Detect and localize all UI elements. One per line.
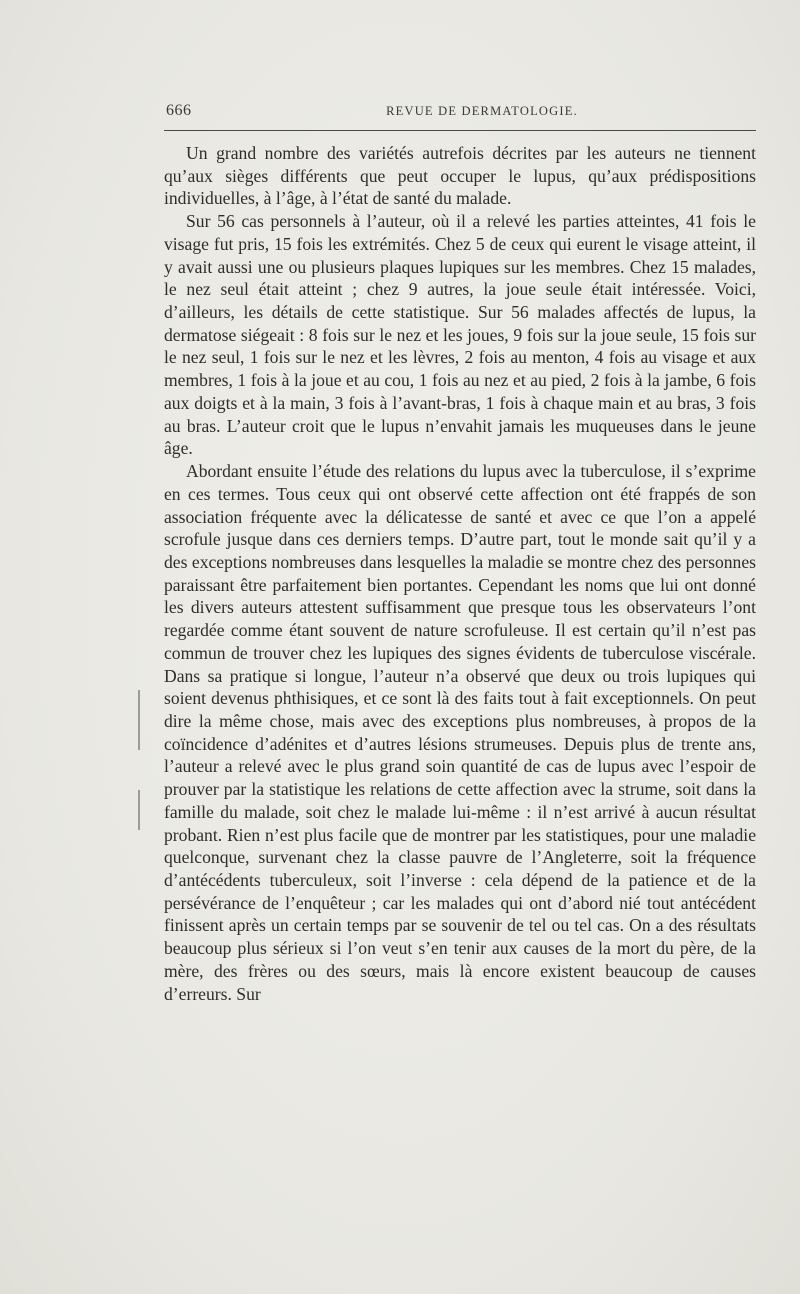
paragraph: Un grand nombre des variétés autrefois décrites par les auteurs ne tiennent qu’aux sièges différents que peut occuper le lupus, qu’aux prédispositions individuelles, à l’âge, à l’état de santé du malade. (164, 143, 756, 209)
paragraph: Sur 56 cas personnels à l’auteur, où il a relevé les parties atteintes, 41 fois le visage fut pris, 15 fois les extrémités. Chez 5 de ceux qui eurent le visage atteint, il y avait aussi une ou plusieurs plaques lupiques sur les membres. Chez 15 malades, le nez seul était atteint ; chez 9 autres, la joue seule était intéressée. Voici, d’ailleurs, les détails de cette statistique. Sur 56 malades affectés de lupus, la dermatose siégeait : 8 fois sur le nez et les joues, 9 fois sur la joue seule, 15 fois sur le nez seul, 1 fois sur le nez et les lèvres, 2 fois au menton, 4 fois au visage et aux membres, 1 fois à la joue et au cou, 1 fois au nez et au pied, 2 fois à la jambe, 6 fois aux doigts et à la main, 3 fois à l’avant-bras, 1 fois à chaque main et au bras, 3 fois au bras. L’auteur croit que le lupus n’envahit jamais les muqueuses dans le jeune âge. (164, 211, 756, 459)
header-rule (164, 130, 756, 131)
page-header (166, 98, 754, 126)
body-text (164, 142, 756, 1005)
page-number: 666 (166, 102, 192, 119)
margin-mark (138, 790, 140, 830)
margin-mark (138, 690, 140, 750)
paragraph: Abordant ensuite l’étude des relations du lupus avec la tuberculose, il s’exprime en ces termes. Tous ceux qui ont observé cette affection ont été frappés de son association fréquente avec la délicatesse de santé et avec ce que l’on a appelé scrofule jusque dans ces derniers temps. D’autre part, tout le monde sait qu’il y a des exceptions nombreuses dans lesquelles la maladie se montre chez des personnes paraissant être parfaitement bien portantes. Cependant les noms que lui ont donné les divers auteurs attestent suffisamment que presque tous les observateurs l’ont regardée comme étant souvent de nature scrofuleuse. Il est certain qu’il n’est pas commun de trouver chez les lupiques des signes évidents de tuberculose viscérale. Dans sa pratique si longue, l’auteur n’a observé que deux ou trois lupiques qui soient devenus phthisiques, et ce sont là des faits tout à fait exceptionnels. On peut dire la même chose, mais avec des exceptions plus nombreuses, à propos de la coïncidence d’adénites et d’autres lésions strumeuses. Depuis plus de trente ans, l’auteur a relevé avec le plus grand soin quantité de cas de lupus avec l’espoir de prouver par la statistique les relations de cette affection avec la strume, soit dans la famille du malade, soit chez le malade lui-même : il n’est arrivé à aucun résultat probant. Rien n’est plus facile que de montrer par les statistiques, pour une maladie quelconque, survenant chez la classe pauvre de l’Angleterre, soit la fréquence d’antécédents tuberculeux, soit l’inverse : cela dépend de la patience et de la persévérance de l’enquêteur ; car les malades qui ont d’abord nié tout antécédent finissent après un certain temps par se souvenir de tel ou tel cas. On a des résultats beaucoup plus sérieux si l’on veut s’en tenir aux causes de la mort du père, de la mère, des frères ou des sœurs, mais là encore existent beaucoup de causes d’erreurs. Sur (164, 461, 756, 1004)
running-head: REVUE DE DERMATOLOGIE. (386, 104, 578, 118)
